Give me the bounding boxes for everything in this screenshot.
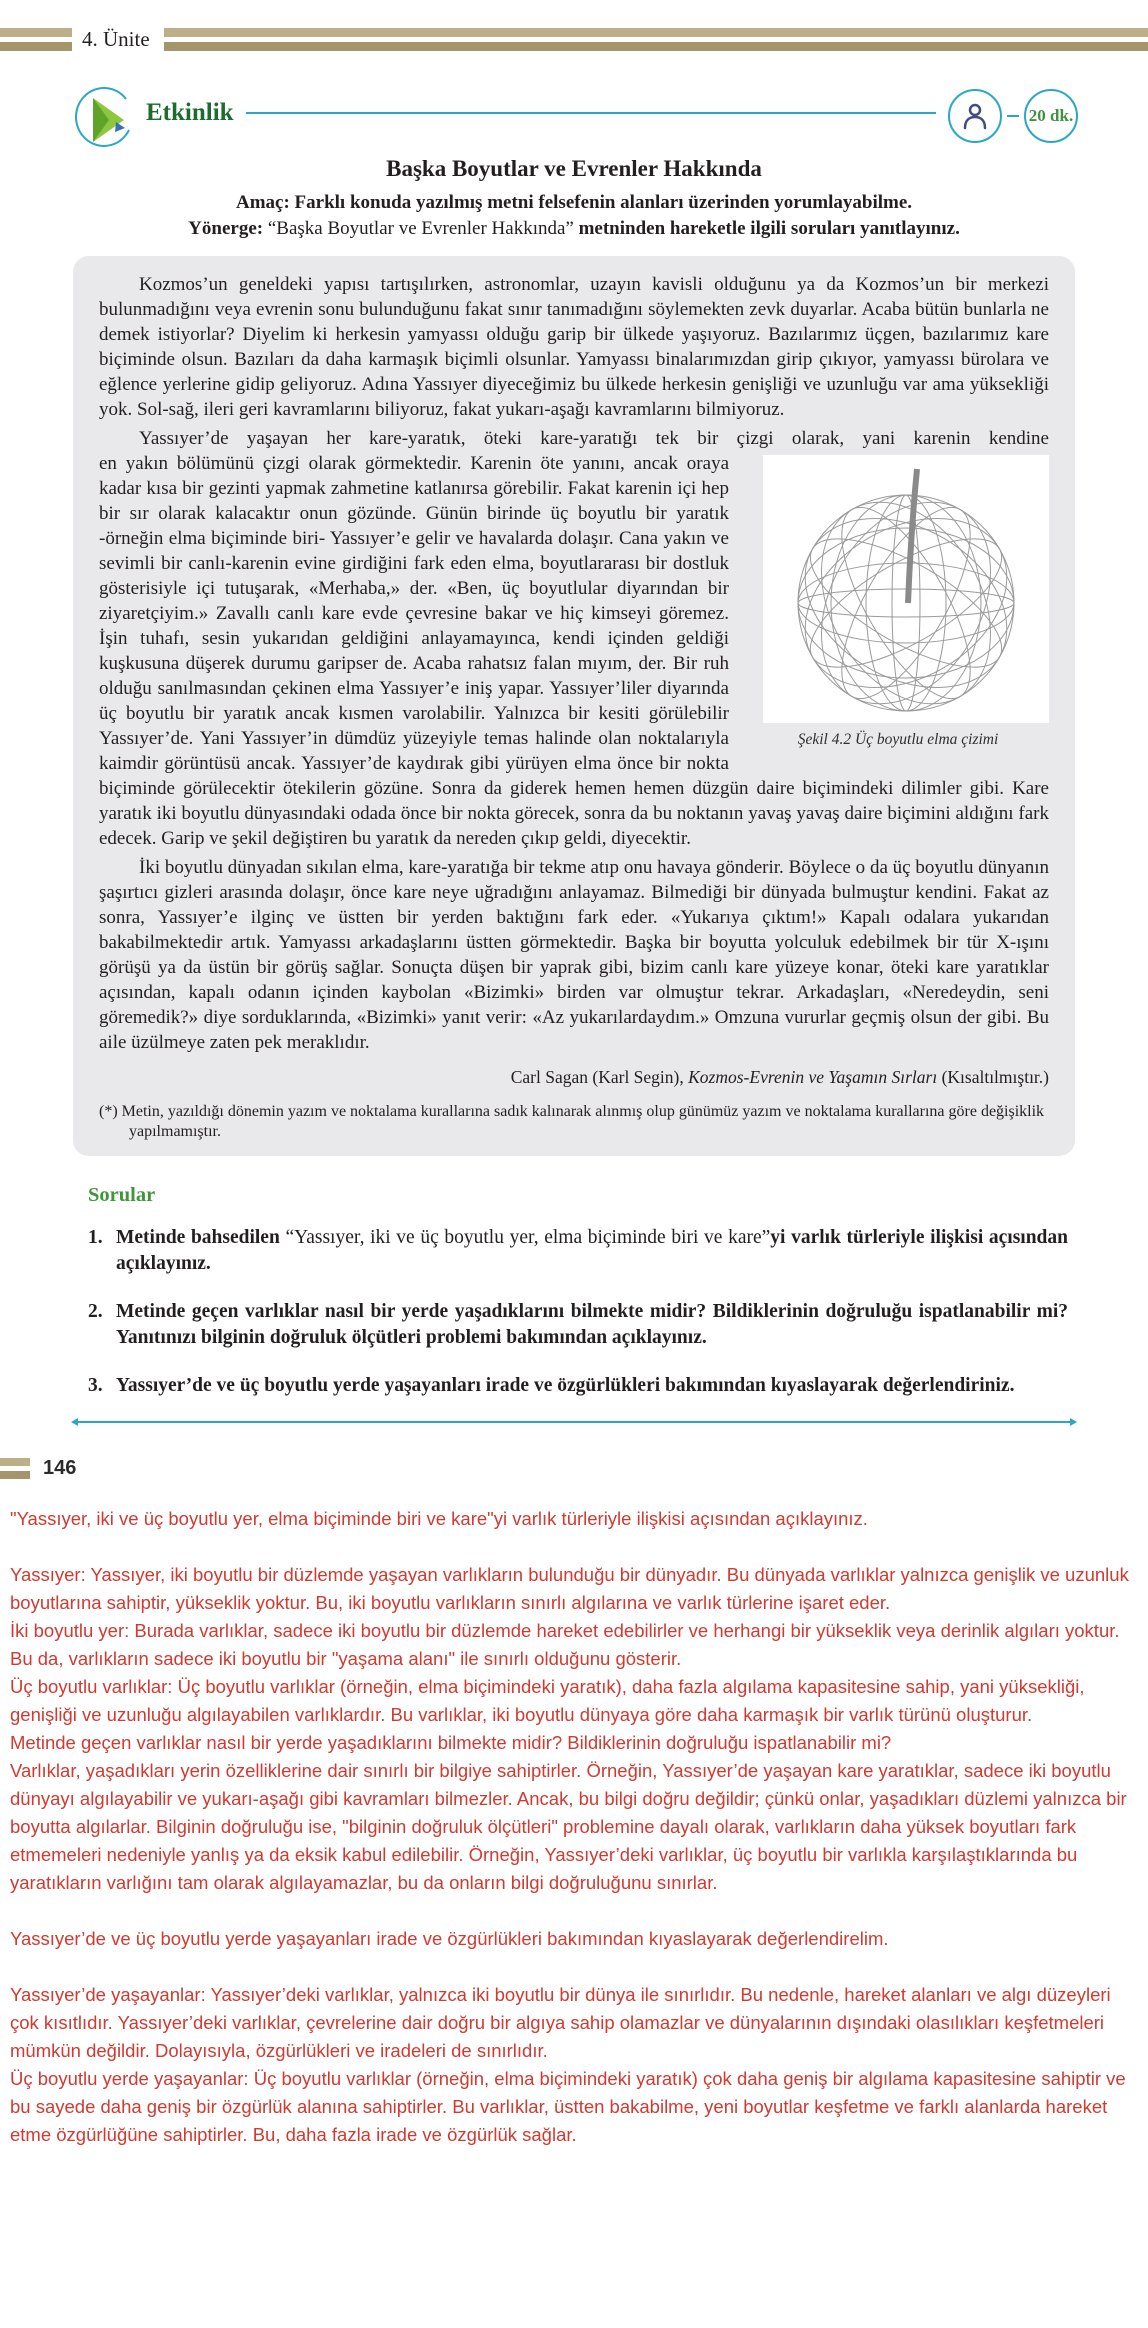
unit-bars-left <box>0 28 72 51</box>
questions-heading: Sorular <box>88 1184 156 1206</box>
reading-paragraph-2: Şekil 4.2 Üç boyutlu elma çizimi en yakın bölümünü çizgi olarak görmektedir. Karenin öte yanını, ancak oraya kadar kısa bir gezinti yapmak zahmetine katlanırsa görebilir. Fakat karenin içi hep bir sır olarak kalacaktır onun gözünde. Günün birinde üç boyutlu bir yaratık -örneğin elma biçiminde biri- Yassıyer’e gelir ve havalarda dolaşır. Cana yakın ve sevimli bir canlı-karenin evine girdiğini fark eden elma, boyutlararası bir dostluk gösterisiyle içi tutuşarak, «Merhaba,» der. «Ben, üç boyutlular diyarından bir ziyaretçiyim.» Zavallı canlı kare evde çevresine bakar ve hiç kimseyi göremez. İşin tuhafı, sesin yukarıdan geldiğini anlayamayınca, kendi içinden geldiği kuşkusuna düşerek durumu garipser de. Acaba rahatsız falan mıyım, der. Bir ruh olduğu sanılmasından çekinen elma Yassıyer’e iniş yapar. Yassıyer’liler diyarında üç boyutlu bir yaratık ancak kısmen varolabilir. Yalnızca bir kesiti görülebilir Yassıyer’de. Yani Yassıyer’in dümdüz yüzeyiyle temas halinde olan noktalarıyla kaimdir görüntüsü ancak. Yassıyer’de kaydırak gibi yürüyen elma önce bir nokta biçiminde görülecektir ötekilerin gözüne. Sonra da giderek hemen hemen düzgün daire biçimindeki dilimler gibi. Kare yaratık iki boyutlu dünyasındaki odada önce bir nokta görecek, sonra da bu noktanın yavaş yavaş daire biçimini aldığını fark edecek. Garip ve şekil değiştiren bu yaratık da nereden çıkıp geldi, diyecektir. <box>99 453 1049 849</box>
question-item-3 <box>88 1373 1068 1399</box>
reading-box <box>73 256 1075 1156</box>
question-text: Metinde geçen varlıklar nasıl bir yerde yaşadıklarını bilmekte midir? Bildiklerinin doğruluğu ispatlanabilir mi? Yanıtınızı bilginin doğruluk ölçütleri problemi bakımından açıklayınız. <box>116 1301 1068 1348</box>
activity-rule <box>246 112 936 114</box>
unit-header <box>0 22 1148 56</box>
answer-paragraph-yassiyerde-yasayanlar: Yassıyer’de yaşayanlar: Yassıyer’deki varlıklar, yalnızca iki boyutlu bir dünya ile sınırlıdır. Bu nedenle, hareket alanları ve algı düzeyleri çok kısıtlıdır. Yassıyer’deki varlıklar, çevrelerine dair doğru bir algıya sahip olamazlar ve dünyalarının dışındaki olasılıkları keşfetmeleri mümkün değildir. Dolayısıyla, özgürlükleri ve iradeleri de sınırlıdır. <box>10 1984 1111 2061</box>
reading-paragraph-1: Kozmos’un geneldeki yapısı tartışılırken, astronomlar, uzayın kavisli olduğunu ya da Kozmos’un bir merkezi bulunmadığını veya evrenin sonu bulunduğunu fakat sınır tanımadığını söylemekten zevk duyarlar. Acaba bütün bunlarla ne demek istiyorlar? Diyelim ki herkesin yamyassı olduğu garip bir ülkede yaşıyoruz. Bazılarımız üçgen, bazılarımız kare biçiminde olsun. Bazıları da daha karmaşık biçimli olsunlar. Yamyassı binalarımızdan girip çıkıyor, yamyassı bürolara ve eğlence yerlerine gidip geliyoruz. Adına Yassıyer diyeceğimiz bu ülkede herkesin genişliği ve uzunluğu var ama yüksekliği yok. Sol-sağ, ileri geri kavramlarını biliyoruz, fakat yukarı-aşağı kavramlarını bilmiyoruz. <box>99 274 1049 420</box>
answer-paragraph-uc-boyutlu-varliklar: Üç boyutlu varlıklar: Üç boyutlu varlıklar (örneğin, elma biçimindeki yaratık), daha fazla algılama kapasitesine sahip, yani yüksekliği, genişliği ve uzunluğu algılayabilen varlıklardır. Bu varlıklar, iki boyutlu dünyaya göre daha karmaşık bir varlık türünü oluşturur. <box>10 1676 1085 1725</box>
question-text: Yassıyer’de ve üç boyutlu yerde yaşayanları irade ve özgürlükleri bakımından kıyaslayarak değerlendiriniz. <box>116 1375 1015 1396</box>
activity-title: Başka Boyutlar ve Evrenler Hakkında <box>386 156 762 181</box>
figure <box>747 455 1049 749</box>
wireframe-apple-image <box>763 455 1049 723</box>
activity-label: Etkinlik <box>146 99 234 126</box>
question-item-1 <box>88 1225 1068 1277</box>
unit-label: 4. Ünite <box>82 26 150 51</box>
question-text: Metinde bahsedilen “Yassıyer, iki ve üç boyutlu yer, elma biçiminde biri ve kare”yi varlık türleriyle ilişkisi açısından açıklayınız. <box>116 1227 1068 1274</box>
reading-paragraph-2-lead: Yassıyer’de yaşayan her kare-yaratık, öteki kare-yaratığı tek bir çizgi olarak, yani karenin kendine <box>139 428 1049 449</box>
unit-bars-right <box>164 28 1148 51</box>
dash-connector <box>1007 115 1019 117</box>
person-icon <box>948 89 1002 143</box>
answer-question-1-restate: "Yassıyer, iki ve üç boyutlu yer, elma biçiminde biri ve kare"yi varlık türleriyle ilişkisi açısından açıklayınız. <box>10 1508 868 1529</box>
question-number: 1. <box>88 1227 103 1248</box>
figure-caption: Şekil 4.2 Üç boyutlu elma çizimi <box>797 731 999 748</box>
question-divider <box>78 1421 1070 1423</box>
footnote: (*) Metin, yazıldığı dönemin yazım ve noktalama kurallarına sadık kalınarak alınmış olup günümüz yazım ve noktalama kurallarına göre değişiklik yapılmamıştır. <box>99 1103 1045 1140</box>
page-footer <box>0 1455 1148 1481</box>
reading-paragraph-3: İki boyutlu dünyadan sıkılan elma, kare-yaratığa bir tekme atıp onu havaya gönderir. Böylece o da üç boyutlu dünyanın şaşırtıcı gizleri arasında dolaşır, önce kare neye uğradığını anlayamaz. Bilmediği bir dünyada bulmuştur kendini. Fakat az sonra, Yassıyer’e ilginç ve üstten bir yerden baktığını fark eder. «Yukarıya çıktım!» Kapalı odalara yukarıdan bakabilmektedir artık. Yamyassı arkadaşlarını üstten görmektedir. Başka bir boyutta yolculuk edebilmek bir tür X-ışını görüşü ya da üstün bir görüş sağlar. Sonuçta düşen bir yaprak gibi, bizim canlı kare yüzeye konar, öteki kare yaratıklar açısından, kapalı odanın içinden kaybolan «Bizimki» birden var olmuştur tekrar. Arkadaşları, «Neredeydin, seni göremedik?» diye sorduklarında, «Bizimki» yanıt verir: «Az yukarılardaydım.» Omzuna vururlar geçmiş olsun der gibi. Bu aile üzülmeye zaten pek meraklıdır. <box>99 857 1049 1053</box>
answers-section <box>10 1505 1136 2149</box>
answer-question-2-restate: Metinde geçen varlıklar nasıl bir yerde yaşadıklarını bilmekte midir? Bildiklerinin doğruluğu ispatlanabilir mi? <box>10 1732 892 1753</box>
yonerge-line: Yönerge: “Başka Boyutlar ve Evrenler Hakkında” metninden hareketle ilgili soruları yanıtlayınız. <box>188 218 960 239</box>
answer-paragraph-iki-boyutlu-yer: İki boyutlu yer: Burada varlıklar, sadece iki boyutlu bir düzlemde hareket edebilirler ve herhangi bir yükseklik veya derinlik algıları yoktur. Bu da, varlıkların sadece iki boyutlu bir "yaşama alanı" ile sınırlı olduğunu gösterir. <box>10 1620 1120 1669</box>
activity-logo-icon <box>72 86 138 154</box>
page-number: 146 <box>43 1456 77 1479</box>
source-line: Carl Sagan (Karl Segin), Kozmos-Evrenin ve Yaşamın Sırları (Kısaltılmıştır.) <box>510 1067 1049 1087</box>
textbook-page <box>0 22 1148 2149</box>
answer-paragraph-yassiyer: Yassıyer: Yassıyer, iki boyutlu bir düzlemde yaşayan varlıkların bulunduğu bir dünyadır. Bu dünyada varlıklar yalnızca genişlik ve uzunluk boyutlarına sahiptir, yükseklik yoktur. Bu, iki boyutlu varlıkların sınırlı algılarına ve varlık türlerine işaret eder. <box>10 1564 1129 1613</box>
activity-header <box>72 86 1078 154</box>
question-item-2 <box>88 1299 1068 1351</box>
duration-badge: 20 dk. <box>1024 89 1078 143</box>
answer-question-3-restate: Yassıyer’de ve üç boyutlu yerde yaşayanları irade ve özgürlükleri bakımından kıyaslayarak değerlendirelim. <box>10 1928 889 1949</box>
answer-paragraph-bilgi-dogrulugu: Varlıklar, yaşadıkları yerin özelliklerine dair sınırlı bir bilgiye sahiptirler. Örneğin, Yassıyer’de yaşayan kare yaratıklar, sadece iki boyutlu dünyayı algılayabilir ve yukarı-aşağı gibi kavramları bilmezler. Ancak, bu bilgi doğru değildir; çünkü onlar, yaşadıkları düzlemi yalnızca bir boyutta algılarlar. Bilginin doğruluğu ise, "bilginin doğruluk ölçütleri" problemine dayalı olarak, varlıkların daha yüksek boyutları fark etmemeleri nedeniyle yanlış ya da eksik kabul edilebilir. Örneğin, Yassıyer’deki varlıklar, üç boyutlu bir varlıkla karşılaştıklarında bu yaratıkların varlığını tam olarak algılayamazlar, bu da onların bilgi doğruluğunu sınırlar. <box>10 1760 1127 1893</box>
amac-line: Amaç: Farklı konuda yazılmış metni felsefenin alanları üzerinden yorumlayabilme. <box>235 192 913 213</box>
page-number-bars <box>0 1458 30 1479</box>
question-number: 2. <box>88 1301 103 1322</box>
question-number: 3. <box>88 1375 103 1396</box>
answer-paragraph-uc-boyutlu-yerde-yasayanlar: Üç boyutlu yerde yaşayanlar: Üç boyutlu varlıklar (örneğin, elma biçimindeki yaratık) çok daha geniş bir algılama kapasitesine sahiptir ve bu sayede daha geniş bir özgürlük alanına sahiptirler. Bu varlıklar, üstten bakabilme, yeni boyutlar keşfetme ve farklı alanlarda hareket etme özgürlüğüne sahiptirler. Bu, daha fazla irade ve özgürlük sağlar. <box>10 2068 1126 2145</box>
